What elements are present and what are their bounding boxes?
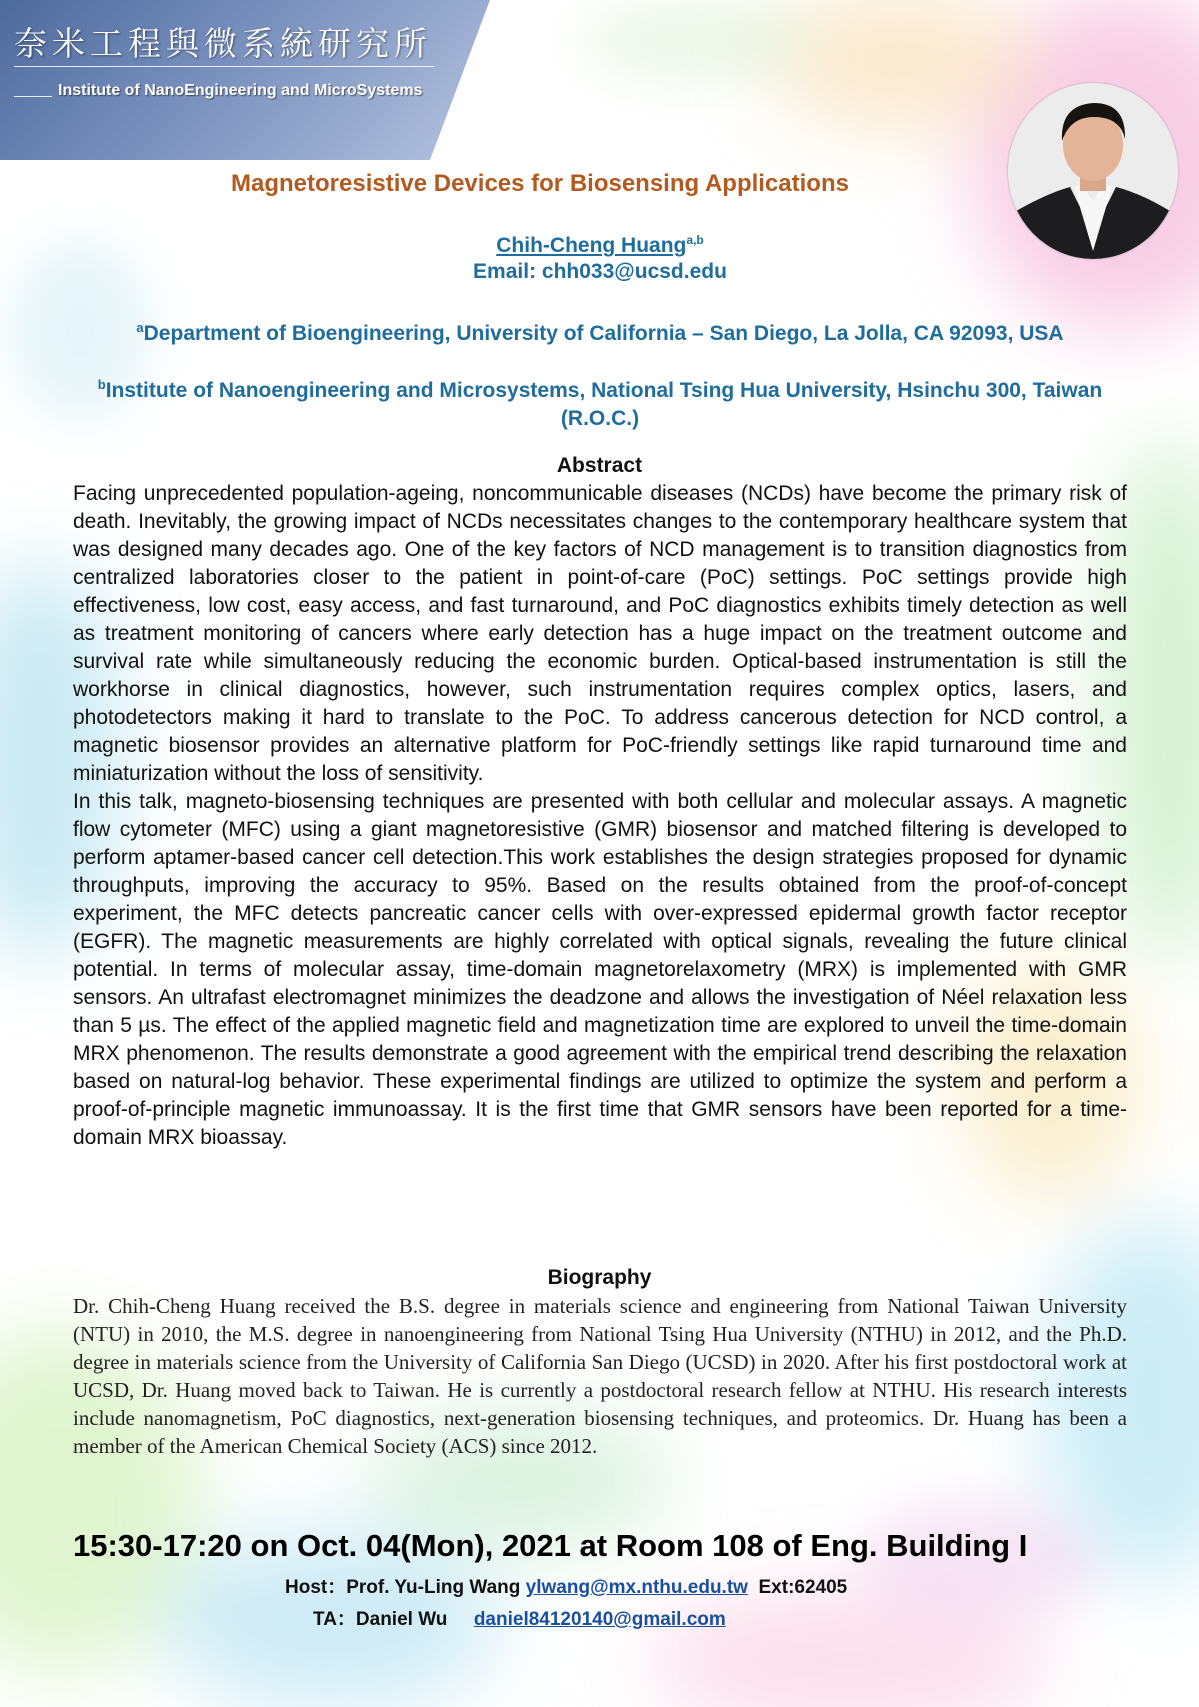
abstract-body xyxy=(73,480,1127,1152)
biography-body: Dr. Chih-Cheng Huang received the B.S. degree in materials science and engineering from National Taiwan University (NTU) in 2010, the M.S. degree in nanoengineering from National Tsing Hua University (NTHU) in 2012, and the Ph.D. degree in materials science from the University of California San Diego (UCSD) in 2020. After his first postdoctoral work at UCSD, Dr. Huang moved back to Taiwan. He is currently a postdoctoral research fellow at NTHU. His research interests include nanomagnetism, PoC diagnostics, next-generation biosensing techniques, and proteomics. Dr. Huang has been a member of the American Chemical Society (ACS) since 2012. xyxy=(73,1294,1127,1458)
banner-divider-short xyxy=(14,96,52,97)
portrait-image xyxy=(1008,83,1178,259)
host-line xyxy=(285,1572,847,1599)
ta-label: TA：Daniel Wu xyxy=(313,1609,448,1630)
ta-line xyxy=(313,1604,726,1631)
ta-email-link[interactable]: daniel84120140@gmail.com xyxy=(473,1609,726,1630)
event-schedule: 15:30-17:20 on Oct. 04(Mon), 2021 at Room 108 of Eng. Building I xyxy=(73,1528,1028,1563)
affiliation-a-mark: a xyxy=(136,320,144,335)
speaker-email: Email: chh033@ucsd.edu xyxy=(473,260,727,283)
affiliation-b xyxy=(80,371,1120,433)
banner-divider xyxy=(14,66,434,67)
abstract-paragraph: In this talk, magneto-biosensing techniques are presented with both cellular and molecular assays. A magnetic flow cytometer (MFC) using a giant magnetoresistive (GMR) biosensor and matched filtering is developed to perform aptamer-based cancer cell detection.This work establishes the design strategies proposed for dynamic throughputs, improving the accuracy to 95%. Based on the results obtained from the proof-of-concept experiment, the MFC detects pancreatic cancer cells with over-expressed epidermal growth factor receptor (EGFR). The magnetic measurements are highly correlated with optical signals, revealing the future clinical potential. In terms of molecular assay, time-domain magnetorelaxometry (MRX) is implemented with GMR sensors. An ultrafast electromagnet minimizes the deadzone and allows the investigation of Néel relaxation less than 5 µs. The effect of the applied magnetic field and magnetization time are explored to unveil the time-domain MRX phenomenon. The results demonstrate a good agreement with the empirical trend describing the relaxation based on natural-log behavior. These experimental findings are utilized to optimize the system and perform a proof-of-principle magnetic immunoassay. It is the first time that GMR sensors have been reported for a time-domain MRX bioassay. xyxy=(73,790,1127,1149)
affiliation-b-mark: b xyxy=(97,377,106,392)
biography-heading: Biography xyxy=(547,1266,652,1289)
affiliation-a xyxy=(80,314,1120,348)
speaker-portrait xyxy=(1008,83,1178,259)
abstract-heading: Abstract xyxy=(556,454,643,477)
institute-name-chinese: 奈米工程與微系統研究所 xyxy=(14,24,432,63)
host-extension: Ext:62405 xyxy=(758,1577,848,1598)
talk-title: Magnetoresistive Devices for Biosensing Applications xyxy=(231,170,849,197)
host-email-link[interactable]: ylwang@mx.nthu.edu.tw xyxy=(525,1577,748,1598)
speaker-line xyxy=(300,233,900,258)
abstract-paragraph: Facing unprecedented population-ageing, noncommunicable diseases (NCDs) have become the primary risk of death. Inevitably, the growing impact of NCDs necessitates changes to the contemporary healthcare system that was designed many decades ago. One of the key factors of NCD management is to transition diagnostics from centralized laboratories closer to the patient in point-of-care (PoC) settings. PoC settings provide high effectiveness, low cost, easy access, and fast turnaround, and PoC diagnostics exhibits timely detection as well as treatment monitoring of cancers where early detection has a huge impact on the treatment outcome and survival rate while simultaneously reducing the economic burden. Optical-based instrumentation is still the workhorse in clinical diagnostics, however, such instrumentation requires complex optics, lasers, and photodetectors making it hard to translate to the PoC. To address cancerous detection for NCD control, a magnetic biosensor provides an alternative platform for PoC-friendly settings like rapid turnaround time and miniaturization without the loss of sensitivity. xyxy=(73,482,1127,785)
host-label: Host：Prof. Yu-Ling Wang xyxy=(285,1577,521,1598)
affiliation-b-text: Institute of Nanoengineering and Microsystems, National Tsing Hua University, Hsinchu 300, Taiwan (R.O.C.) xyxy=(105,379,1103,430)
affiliation-a-text: Department of Bioengineering, University of California – San Diego, La Jolla, CA 92093, USA xyxy=(143,322,1064,345)
institute-name-english: Institute of NanoEngineering and MicroSystems xyxy=(58,82,423,99)
speaker-name: Chih-Cheng Huang xyxy=(496,234,687,257)
speaker-affiliation-marks: a,b xyxy=(686,233,704,247)
